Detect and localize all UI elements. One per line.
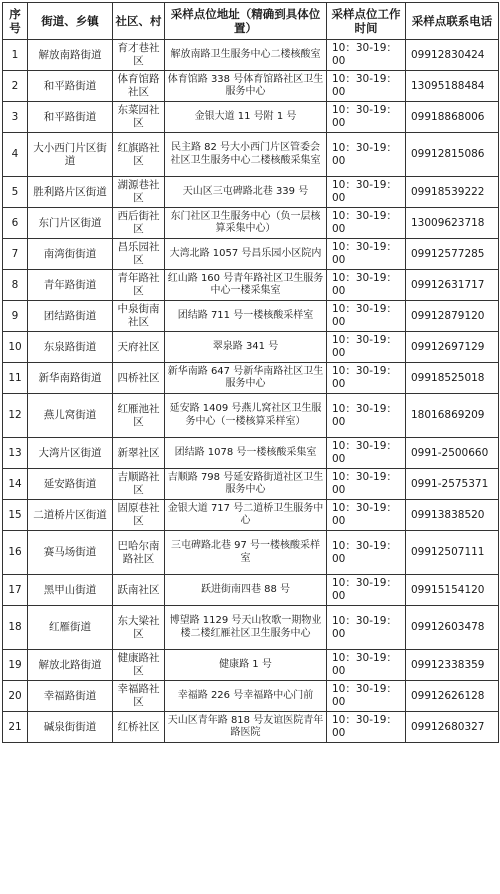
row-time: 10：30-19：00	[327, 102, 406, 133]
row-community: 红雁池社区	[113, 394, 165, 438]
row-time: 10：30-19：00	[327, 394, 406, 438]
row-community: 幸福路社区	[113, 681, 165, 712]
row-address: 大湾北路 1057 号昌乐园小区院内	[165, 239, 327, 270]
row-street: 东门片区街道	[28, 208, 113, 239]
row-time: 10：30-19：00	[327, 40, 406, 71]
row-time: 10：30-19：00	[327, 575, 406, 606]
row-address: 天山区三屯碑路北巷 339 号	[165, 177, 327, 208]
header-phone: 采样点联系电话	[406, 3, 499, 40]
row-street: 南湾街街道	[28, 239, 113, 270]
row-no: 13	[3, 438, 28, 469]
table-row	[3, 208, 499, 239]
row-community: 红旗路社区	[113, 133, 165, 177]
row-address: 幸福路 226 号幸福路中心门前	[165, 681, 327, 712]
table-row	[3, 575, 499, 606]
table-row	[3, 394, 499, 438]
header-street: 街道、乡镇	[28, 3, 113, 40]
row-street: 延安路街道	[28, 469, 113, 500]
row-time: 10：30-19：00	[327, 681, 406, 712]
row-community: 青年路社区	[113, 270, 165, 301]
row-time: 10：30-19：00	[327, 438, 406, 469]
row-phone: 09918868006	[406, 102, 499, 133]
row-phone: 09912815086	[406, 133, 499, 177]
row-no: 7	[3, 239, 28, 270]
row-phone: 09912577285	[406, 239, 499, 270]
table-row	[3, 650, 499, 681]
row-phone: 18016869209	[406, 394, 499, 438]
row-community: 东菜园社区	[113, 102, 165, 133]
row-address: 团结路 1078 号一楼核酸采集室	[165, 438, 327, 469]
table-row	[3, 681, 499, 712]
row-address: 体育馆路 338 号体育馆路社区卫生服务中心	[165, 71, 327, 102]
row-community: 固原巷社区	[113, 500, 165, 531]
row-community: 红桥社区	[113, 712, 165, 743]
table-row	[3, 270, 499, 301]
row-address: 延安路 1409 号燕儿窝社区卫生服务中心（一楼核算采样室）	[165, 394, 327, 438]
row-no: 8	[3, 270, 28, 301]
table-row	[3, 301, 499, 332]
row-community: 跃南社区	[113, 575, 165, 606]
row-no: 1	[3, 40, 28, 71]
row-street: 团结路街道	[28, 301, 113, 332]
row-phone: 0991-2500660	[406, 438, 499, 469]
row-address: 东门社区卫生服务中心（负一层核算采集中心）	[165, 208, 327, 239]
row-time: 10：30-19：00	[327, 712, 406, 743]
row-time: 10：30-19：00	[327, 650, 406, 681]
row-street: 大湾片区街道	[28, 438, 113, 469]
row-address: 博望路 1129 号天山牧歌一期物业楼二楼红雁社区卫生服务中心	[165, 606, 327, 650]
row-address: 天山区青年路 818 号友谊医院青年路医院	[165, 712, 327, 743]
table-row	[3, 133, 499, 177]
row-address: 金银大道 717 号二道桥卫生服务中心	[165, 500, 327, 531]
row-time: 10：30-19：00	[327, 363, 406, 394]
row-no: 5	[3, 177, 28, 208]
sampling-sites-table	[2, 2, 499, 743]
table-row	[3, 438, 499, 469]
row-address: 红山路 160 号青年路社区卫生服务中心一楼采集室	[165, 270, 327, 301]
row-no: 2	[3, 71, 28, 102]
table-row	[3, 469, 499, 500]
row-street: 红雁街道	[28, 606, 113, 650]
row-phone: 09913838520	[406, 500, 499, 531]
row-no: 17	[3, 575, 28, 606]
row-time: 10：30-19：00	[327, 239, 406, 270]
row-phone: 09915154120	[406, 575, 499, 606]
row-street: 黑甲山街道	[28, 575, 113, 606]
row-community: 体育馆路社区	[113, 71, 165, 102]
header-no: 序号	[3, 3, 28, 40]
row-community: 四桥社区	[113, 363, 165, 394]
row-time: 10：30-19：00	[327, 469, 406, 500]
table-row	[3, 239, 499, 270]
header-community: 社区、村	[113, 3, 165, 40]
row-street: 和平路街道	[28, 102, 113, 133]
row-phone: 09912338359	[406, 650, 499, 681]
row-street: 胜利路片区街道	[28, 177, 113, 208]
row-phone: 09912830424	[406, 40, 499, 71]
row-street: 二道桥片区街道	[28, 500, 113, 531]
row-street: 青年路街道	[28, 270, 113, 301]
table-row	[3, 40, 499, 71]
row-street: 新华南路街道	[28, 363, 113, 394]
table-row	[3, 500, 499, 531]
table-row	[3, 606, 499, 650]
row-no: 16	[3, 531, 28, 575]
row-address: 解放南路卫生服务中心二楼核酸室	[165, 40, 327, 71]
row-community: 西后街社区	[113, 208, 165, 239]
table-row	[3, 531, 499, 575]
row-street: 赛马场街道	[28, 531, 113, 575]
row-phone: 09912507111	[406, 531, 499, 575]
row-phone: 09918539222	[406, 177, 499, 208]
row-phone: 09912626128	[406, 681, 499, 712]
row-address: 吉顺路 798 号延安路街道社区卫生服务中心	[165, 469, 327, 500]
table-header-row	[3, 3, 499, 40]
row-address: 民主路 82 号大小西门片区管委会社区卫生服务中心二楼核酸采集室	[165, 133, 327, 177]
table-row	[3, 177, 499, 208]
row-community: 天府社区	[113, 332, 165, 363]
row-phone: 09912603478	[406, 606, 499, 650]
row-community: 健康路社区	[113, 650, 165, 681]
row-community: 东大梁社区	[113, 606, 165, 650]
row-time: 10：30-19：00	[327, 270, 406, 301]
row-no: 4	[3, 133, 28, 177]
row-no: 15	[3, 500, 28, 531]
row-community: 湖源巷社区	[113, 177, 165, 208]
row-phone: 09912680327	[406, 712, 499, 743]
table-row	[3, 363, 499, 394]
row-no: 12	[3, 394, 28, 438]
row-address: 团结路 711 号一楼核酸采样室	[165, 301, 327, 332]
row-address: 翠泉路 341 号	[165, 332, 327, 363]
row-phone: 09912697129	[406, 332, 499, 363]
row-phone: 09912631717	[406, 270, 499, 301]
table-row	[3, 102, 499, 133]
row-time: 10：30-19：00	[327, 177, 406, 208]
row-time: 10：30-19：00	[327, 208, 406, 239]
row-community: 中泉街南社区	[113, 301, 165, 332]
row-phone: 09918525018	[406, 363, 499, 394]
row-no: 20	[3, 681, 28, 712]
row-street: 和平路街道	[28, 71, 113, 102]
row-street: 解放南路街道	[28, 40, 113, 71]
row-no: 11	[3, 363, 28, 394]
row-address: 金银大道 11 号附 1 号	[165, 102, 327, 133]
row-time: 10：30-19：00	[327, 71, 406, 102]
row-street: 燕儿窝街道	[28, 394, 113, 438]
row-address: 新华南路 647 号新华南路社区卫生服务中心	[165, 363, 327, 394]
row-address: 健康路 1 号	[165, 650, 327, 681]
row-community: 吉顺路社区	[113, 469, 165, 500]
row-no: 10	[3, 332, 28, 363]
row-phone: 13095188484	[406, 71, 499, 102]
row-no: 18	[3, 606, 28, 650]
table-row	[3, 332, 499, 363]
table-row	[3, 71, 499, 102]
row-no: 14	[3, 469, 28, 500]
row-street: 幸福路街道	[28, 681, 113, 712]
row-address: 三屯碑路北巷 97 号一楼核酸采样室	[165, 531, 327, 575]
row-time: 10：30-19：00	[327, 606, 406, 650]
row-street: 碱泉街街道	[28, 712, 113, 743]
row-no: 19	[3, 650, 28, 681]
row-street: 大小西门片区街道	[28, 133, 113, 177]
header-address: 采样点位地址（精确到具体位置）	[165, 3, 327, 40]
row-time: 10：30-19：00	[327, 531, 406, 575]
row-phone: 0991-2575371	[406, 469, 499, 500]
row-time: 10：30-19：00	[327, 500, 406, 531]
row-community: 巴哈尔南路社区	[113, 531, 165, 575]
row-phone: 13009623718	[406, 208, 499, 239]
row-street: 东泉路街道	[28, 332, 113, 363]
row-community: 新翠社区	[113, 438, 165, 469]
row-address: 跃进街南四巷 88 号	[165, 575, 327, 606]
row-community: 育才巷社区	[113, 40, 165, 71]
row-time: 10：30-19：00	[327, 332, 406, 363]
row-no: 6	[3, 208, 28, 239]
row-community: 昌乐园社区	[113, 239, 165, 270]
row-no: 3	[3, 102, 28, 133]
row-phone: 09912879120	[406, 301, 499, 332]
header-time: 采样点位工作时间	[327, 3, 406, 40]
row-no: 9	[3, 301, 28, 332]
table-row	[3, 712, 499, 743]
row-time: 10：30-19：00	[327, 301, 406, 332]
row-no: 21	[3, 712, 28, 743]
row-street: 解放北路街道	[28, 650, 113, 681]
row-time: 10：30-19：00	[327, 133, 406, 177]
